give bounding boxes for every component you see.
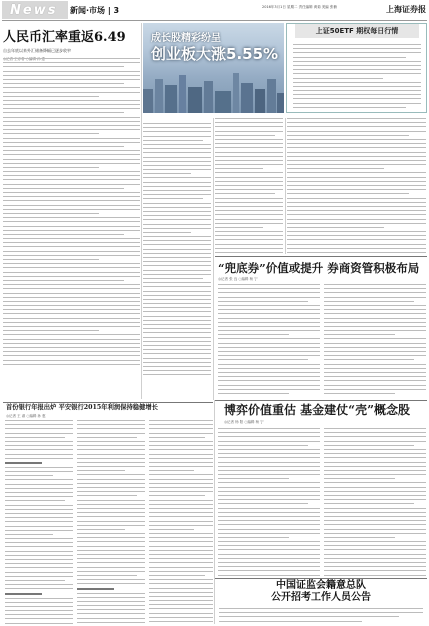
report-body-right (149, 420, 213, 624)
etf-article-right-text (287, 118, 426, 253)
column-rule-2 (213, 118, 214, 400)
notice-body-text (219, 608, 423, 624)
broker-headline: “兜底券”价值或提升 券商资管积极布局 (218, 261, 420, 275)
fund-body-left (218, 428, 320, 576)
newspaper-logo: 上海证券报 (386, 4, 426, 14)
market-photo-banner (143, 23, 284, 113)
notice-title-line2: 公开招考工作人员公告 (271, 591, 371, 603)
report-top-rule (3, 402, 213, 403)
report-body-mid (77, 420, 145, 624)
fund-headline: 博弈价值重估 基金建仗“壳”概念股 (224, 403, 410, 417)
notice-top-rule (215, 578, 427, 579)
banner-article-left-text (143, 118, 211, 376)
issue-info: 2016年3月1日 星期二 责任编辑 黄菊 美编 张楠 (262, 5, 337, 9)
fund-byline: ◎记者 杨 阳 ○编辑 杨 宁 (224, 419, 264, 424)
fund-article (224, 404, 424, 425)
column-rule-1 (141, 23, 142, 399)
report-body-left (5, 420, 73, 624)
banner-article-mid-text (215, 118, 283, 253)
broker-article (218, 262, 426, 282)
column-rule-3 (285, 118, 286, 254)
etf-box-title: 上证50ETF 期权每日行情 (295, 24, 419, 38)
header-rule (2, 20, 427, 21)
report-headline: 首份银行年报出炉 平安银行2015年利润保持稳健增长 (6, 404, 158, 411)
city-skyline-image (143, 71, 284, 113)
notice-block (215, 581, 427, 625)
notice-title-line1: 中国证监会籍意总队 (276, 580, 366, 591)
report-byline: ◎记者 王 淑 ○编辑 孙 惠 (6, 413, 46, 418)
banner-subtitle: 成长股精彩纷呈 (151, 33, 221, 44)
section-brand: News (10, 3, 58, 18)
etf-options-box (286, 23, 427, 113)
column-rule-4 (214, 400, 215, 624)
rmb-subhead: 自去年底以来外汇储备降幅已逐步收窄 (3, 47, 71, 53)
report-article (6, 405, 212, 419)
banner-title: 创业板大涨5.55% (151, 45, 279, 63)
rmb-body-text (3, 58, 140, 368)
fund-top-rule (215, 400, 427, 401)
page-header (0, 0, 429, 20)
fund-body-right (324, 428, 426, 576)
broker-body-left (218, 284, 320, 396)
section-banner (2, 1, 68, 19)
broker-byline: ◎记者 张 良 ○编辑 杨 宁 (218, 277, 258, 282)
broker-top-rule (215, 256, 427, 257)
section-name: 新闻·市场 | 3 (70, 6, 120, 15)
etf-box-text (293, 44, 421, 110)
rmb-headline: 人民币汇率重返6.49 (3, 30, 126, 45)
broker-body-right (324, 284, 426, 396)
